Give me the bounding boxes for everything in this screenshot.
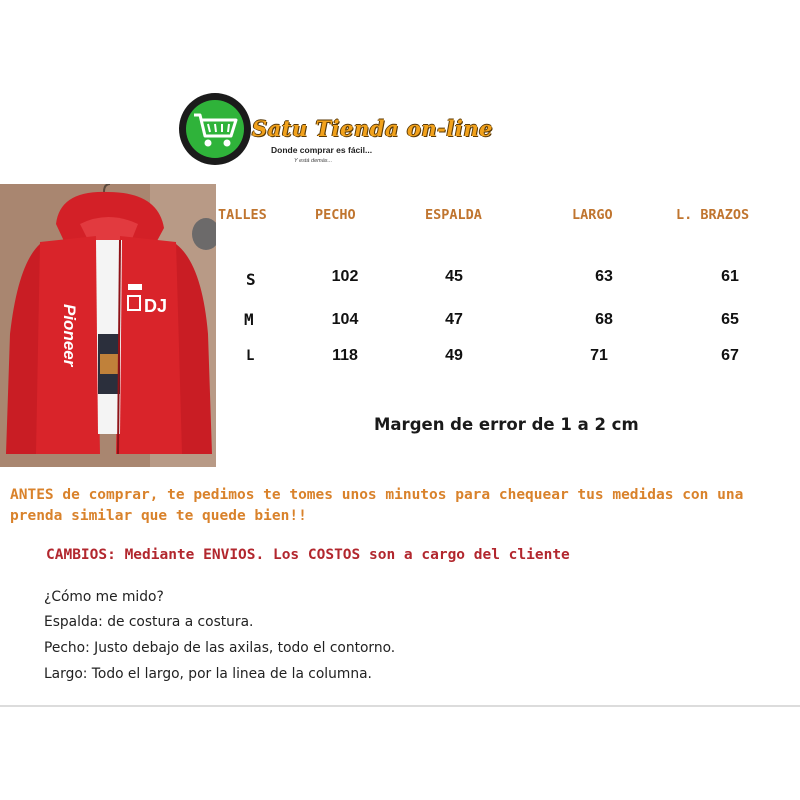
cell-s-largo: 63 bbox=[595, 268, 613, 285]
header-talles: TALLES bbox=[218, 207, 267, 223]
guide-espalda: Espalda: de costura a costura. bbox=[44, 614, 254, 630]
cell-m-espalda: 47 bbox=[445, 311, 463, 328]
cell-m-brazos: 65 bbox=[721, 311, 739, 328]
measurement-warning: ANTES de comprar, te pedimos te tomes unos minutos para chequear tus medidas con una prenda similar que te quede bien!! bbox=[10, 487, 744, 524]
guide-question: ¿Cómo me mido? bbox=[44, 589, 164, 605]
shopping-cart-icon bbox=[186, 100, 244, 158]
cell-l-pecho: 118 bbox=[332, 347, 358, 364]
exchange-policy: CAMBIOS: Mediante ENVIOS. Los COSTOS son a cargo del cliente bbox=[46, 547, 570, 563]
header-l-brazos: L. BRAZOS bbox=[676, 207, 750, 223]
guide-pecho: Pecho: Justo debajo de las axilas, todo el contorno. bbox=[44, 640, 396, 656]
cell-l-espalda: 49 bbox=[445, 347, 463, 364]
header-pecho: PECHO bbox=[315, 207, 356, 223]
cell-l-brazos: 67 bbox=[721, 347, 739, 364]
cell-m-largo: 68 bbox=[595, 311, 613, 328]
store-tagline: Donde comprar es fácil... bbox=[271, 145, 373, 155]
cell-s-espalda: 45 bbox=[445, 268, 463, 285]
cell-l-largo: 71 bbox=[590, 347, 608, 364]
product-photo bbox=[0, 184, 216, 467]
header-largo: LARGO bbox=[572, 207, 613, 223]
cell-s-pecho: 102 bbox=[331, 268, 359, 285]
logo-badge bbox=[179, 93, 251, 165]
logo-inner-circle bbox=[186, 100, 244, 158]
jacket-illustration bbox=[0, 184, 216, 467]
cell-s-brazos: 61 bbox=[721, 268, 739, 285]
store-name: Satu Tienda on-line bbox=[252, 116, 493, 141]
header-espalda: ESPALDA bbox=[425, 207, 482, 223]
cell-m-pecho: 104 bbox=[331, 311, 359, 328]
size-label-s: S bbox=[246, 270, 256, 289]
size-label-l: L bbox=[246, 348, 255, 364]
error-margin-note: Margen de error de 1 a 2 cm bbox=[374, 415, 639, 434]
guide-largo: Largo: Todo el largo, por la linea de la columna. bbox=[44, 666, 372, 682]
bottom-divider bbox=[0, 705, 800, 707]
store-tagline-secondary: Y está demás... bbox=[294, 158, 333, 164]
pioneer-logo-text: Pioneer bbox=[60, 304, 79, 367]
size-label-m: M bbox=[244, 310, 254, 329]
dj-logo-text: DJ bbox=[144, 296, 168, 316]
